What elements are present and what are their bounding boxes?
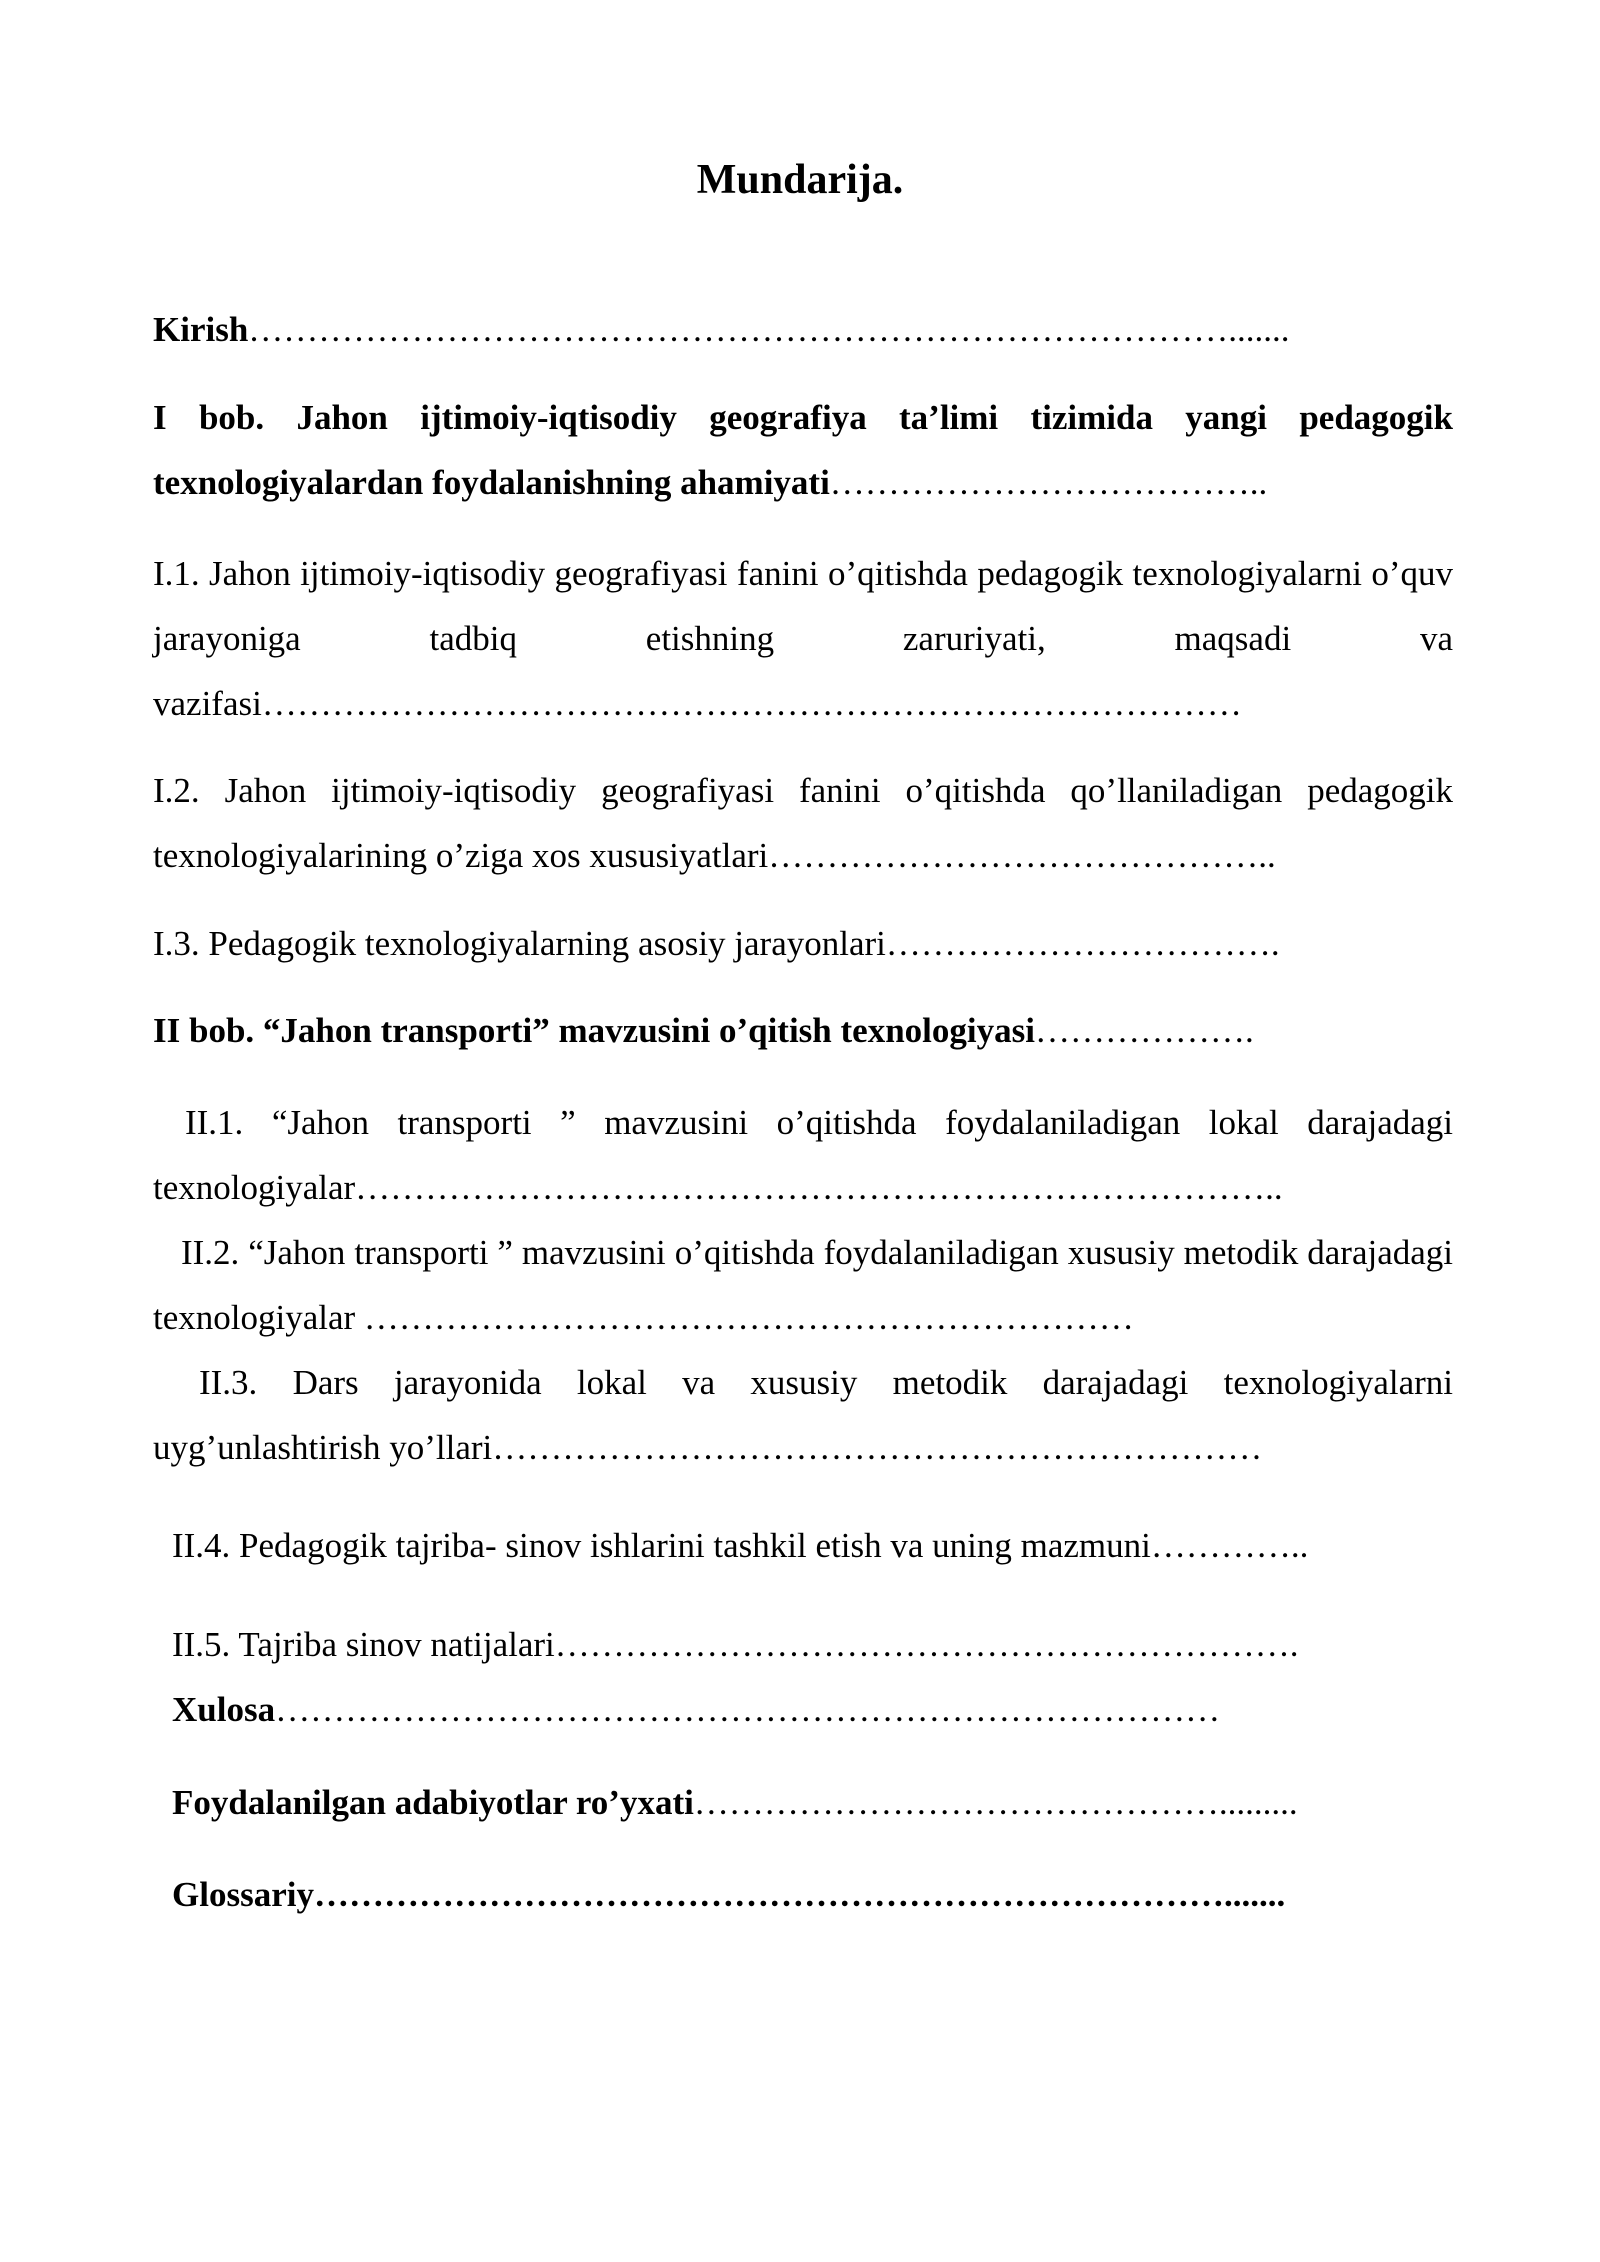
toc-entry-label: I.2. Jahon ijtimoiy-iqtisodiy geografiyasi fanini o’qitishda qo’llaniladigan pedagogik texnologiyalarining o’ziga xos xususiyatlari (153, 771, 1453, 875)
toc-entry-chapter-1 (153, 385, 1453, 515)
toc-entry-label: II bob. “Jahon transporti” mavzusini o’qitish texnologiyasi (153, 1011, 1035, 1050)
toc-leader-dots: ………………………………………………………… (363, 1298, 1134, 1337)
toc-entry-chapter-2 (153, 998, 1453, 1063)
toc-entry-kirish (153, 297, 1453, 362)
page-title: Mundarija. (696, 157, 904, 203)
toc-entry-label: Xulosa (172, 1690, 276, 1729)
toc-leader-dots: ……………………………….. (829, 463, 1268, 502)
toc-leader-dots: ………………………………………………………… (492, 1428, 1263, 1467)
toc-entry-label: I.1. Jahon ijtimoiy-iqtisodiy geografiyasi fanini o’qitishda pedagogik texnologiyalarni o’quv jarayoniga tadbiq etishning zaruriyati, maqsadi va vazifasi (153, 554, 1453, 723)
toc-leader-dots: ……………………………………………………………………… (275, 1690, 1221, 1729)
toc-entry-glossary (172, 1862, 1453, 1927)
toc-entry-label: II.3. Dars jarayonida lokal va xususiy metodik darajadagi texnologiyalarni uyg’unlashtirish yo’llari (153, 1363, 1453, 1467)
toc-entry-section-2-3 (153, 1350, 1453, 1480)
toc-leader-dots: ………….. (1150, 1526, 1309, 1565)
toc-entry-section-1-2 (153, 758, 1453, 888)
toc-leader-dots: ………………………………………………………………………… (261, 684, 1242, 723)
toc-entry-xulosa (172, 1677, 1453, 1742)
toc-leader-dots: ……………………………. (885, 924, 1280, 963)
toc-entry-label: Foydalanilgan adabiyotlar ro’yxati (172, 1783, 694, 1822)
toc-entry-label: II.4. Pedagogik tajriba- sinov ishlarini tashkil etish va uning mazmuni (172, 1526, 1151, 1565)
toc-entry-label: II.1. “Jahon transporti ” mavzusini o’qitishda foydalaniladigan lokal darajadagi texnologiyalar (153, 1103, 1453, 1207)
toc-entry-references (172, 1770, 1453, 1835)
toc-leader-dots: …………………………………………………………………….. (355, 1168, 1283, 1207)
toc-leader-dots: ………………………………………......... (693, 1783, 1298, 1822)
toc-entry-section-2-2 (153, 1220, 1453, 1350)
toc-entry-label: Glossariy (172, 1875, 314, 1914)
toc-entry-section-2-4 (172, 1513, 1453, 1578)
toc-entry-label: I.3. Pedagogik texnologiyalarning asosiy jarayonlari (153, 924, 886, 963)
toc-leader-dots: ……………………………………………………………………....... (313, 1875, 1286, 1914)
toc-entry-section-2-5 (172, 1612, 1453, 1677)
toc-entry-label: II.5. Tajriba sinov natijalari (172, 1625, 555, 1664)
toc-leader-dots: …………………………………….. (768, 836, 1276, 875)
toc-entry-label: I bob. Jahon ijtimoiy-iqtisodiy geografiya ta’limi tizimida yangi pedagogik texnologiyalardan foydalanishning ahamiyati (153, 398, 1453, 502)
toc-entry-section-1-3 (153, 911, 1453, 976)
toc-entry-section-1-1 (153, 541, 1453, 736)
toc-entry-label: II.2. “Jahon transporti ” mavzusini o’qitishda foydalaniladigan xususiy metodik darajadagi texnologiyalar (153, 1233, 1453, 1337)
toc-leader-dots: ………………. (1034, 1011, 1254, 1050)
toc-entry-label: Kirish (153, 310, 249, 349)
toc-leader-dots: …………………………………………………………………………....... (248, 310, 1290, 349)
toc-entry-section-2-1 (153, 1090, 1453, 1220)
toc-leader-dots: ………………………………………………………. (554, 1625, 1299, 1664)
